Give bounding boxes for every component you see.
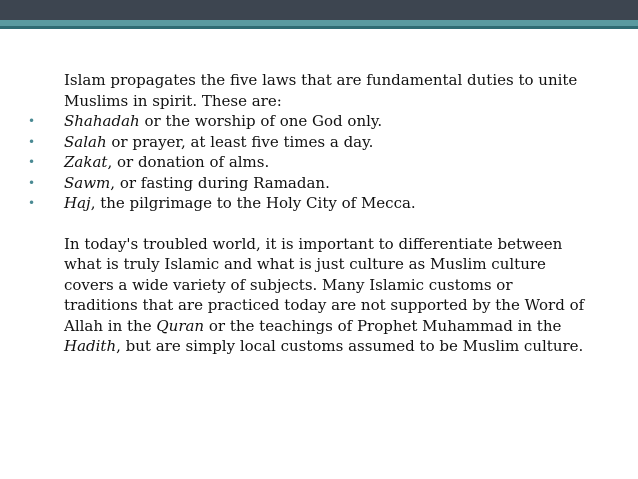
- list-item: [28, 193, 618, 214]
- pillar-description: , or fasting during Ramadan.: [110, 173, 330, 192]
- list-item: [28, 132, 618, 153]
- pillar-term: Sawm: [64, 173, 111, 192]
- list-item: [28, 111, 618, 132]
- intro-paragraph: [64, 70, 618, 111]
- five-pillars-list: [28, 111, 618, 214]
- list-item: [28, 173, 618, 194]
- spacer: [28, 214, 618, 234]
- closing-line-1: In today's troubled world, it is important to differentiate between: [64, 234, 563, 253]
- bullet-icon: •: [28, 196, 36, 210]
- closing-line-5a: Allah in the: [64, 316, 157, 335]
- closing-line-2: what is truly Islamic and what is just culture as Muslim culture: [64, 255, 546, 273]
- bullet-icon: •: [28, 114, 36, 128]
- slide-body: [28, 70, 618, 357]
- list-item: [28, 152, 618, 173]
- intro-line-2: Muslims in spirit. These are:: [64, 91, 282, 110]
- slide-header-accent-line: [0, 26, 638, 29]
- hadith-term: Hadith: [64, 337, 117, 355]
- quran-term: Quran: [156, 316, 205, 335]
- pillar-term: Shahadah: [64, 112, 140, 130]
- closing-paragraph: [64, 234, 604, 357]
- pillar-term: Zakat: [64, 153, 108, 171]
- pillar-description: , or donation of alms.: [107, 153, 270, 171]
- slide-header-bar: [0, 0, 638, 20]
- closing-line-6: , but are simply local customs assumed to be Muslim culture.: [116, 337, 584, 355]
- pillar-description: or prayer, at least five times a day.: [106, 132, 374, 151]
- pillar-description: , the pilgrimage to the Holy City of Mecca.: [90, 194, 416, 212]
- pillar-term: Haj: [64, 194, 91, 212]
- closing-line-5b: or the teachings of Prophet Muhammad in the: [204, 316, 562, 335]
- closing-line-4: traditions that are practiced today are not supported by the Word of: [64, 296, 585, 314]
- intro-line-1: Islam propagates the five laws that are fundamental duties to unite: [64, 71, 578, 89]
- pillar-term: Salah: [64, 132, 107, 151]
- bullet-icon: •: [28, 175, 36, 190]
- bullet-icon: •: [28, 134, 36, 149]
- pillar-description: or the worship of one God only.: [139, 112, 383, 130]
- bullet-icon: •: [28, 155, 36, 169]
- closing-line-3: covers a wide variety of subjects. Many Islamic customs or: [64, 275, 513, 294]
